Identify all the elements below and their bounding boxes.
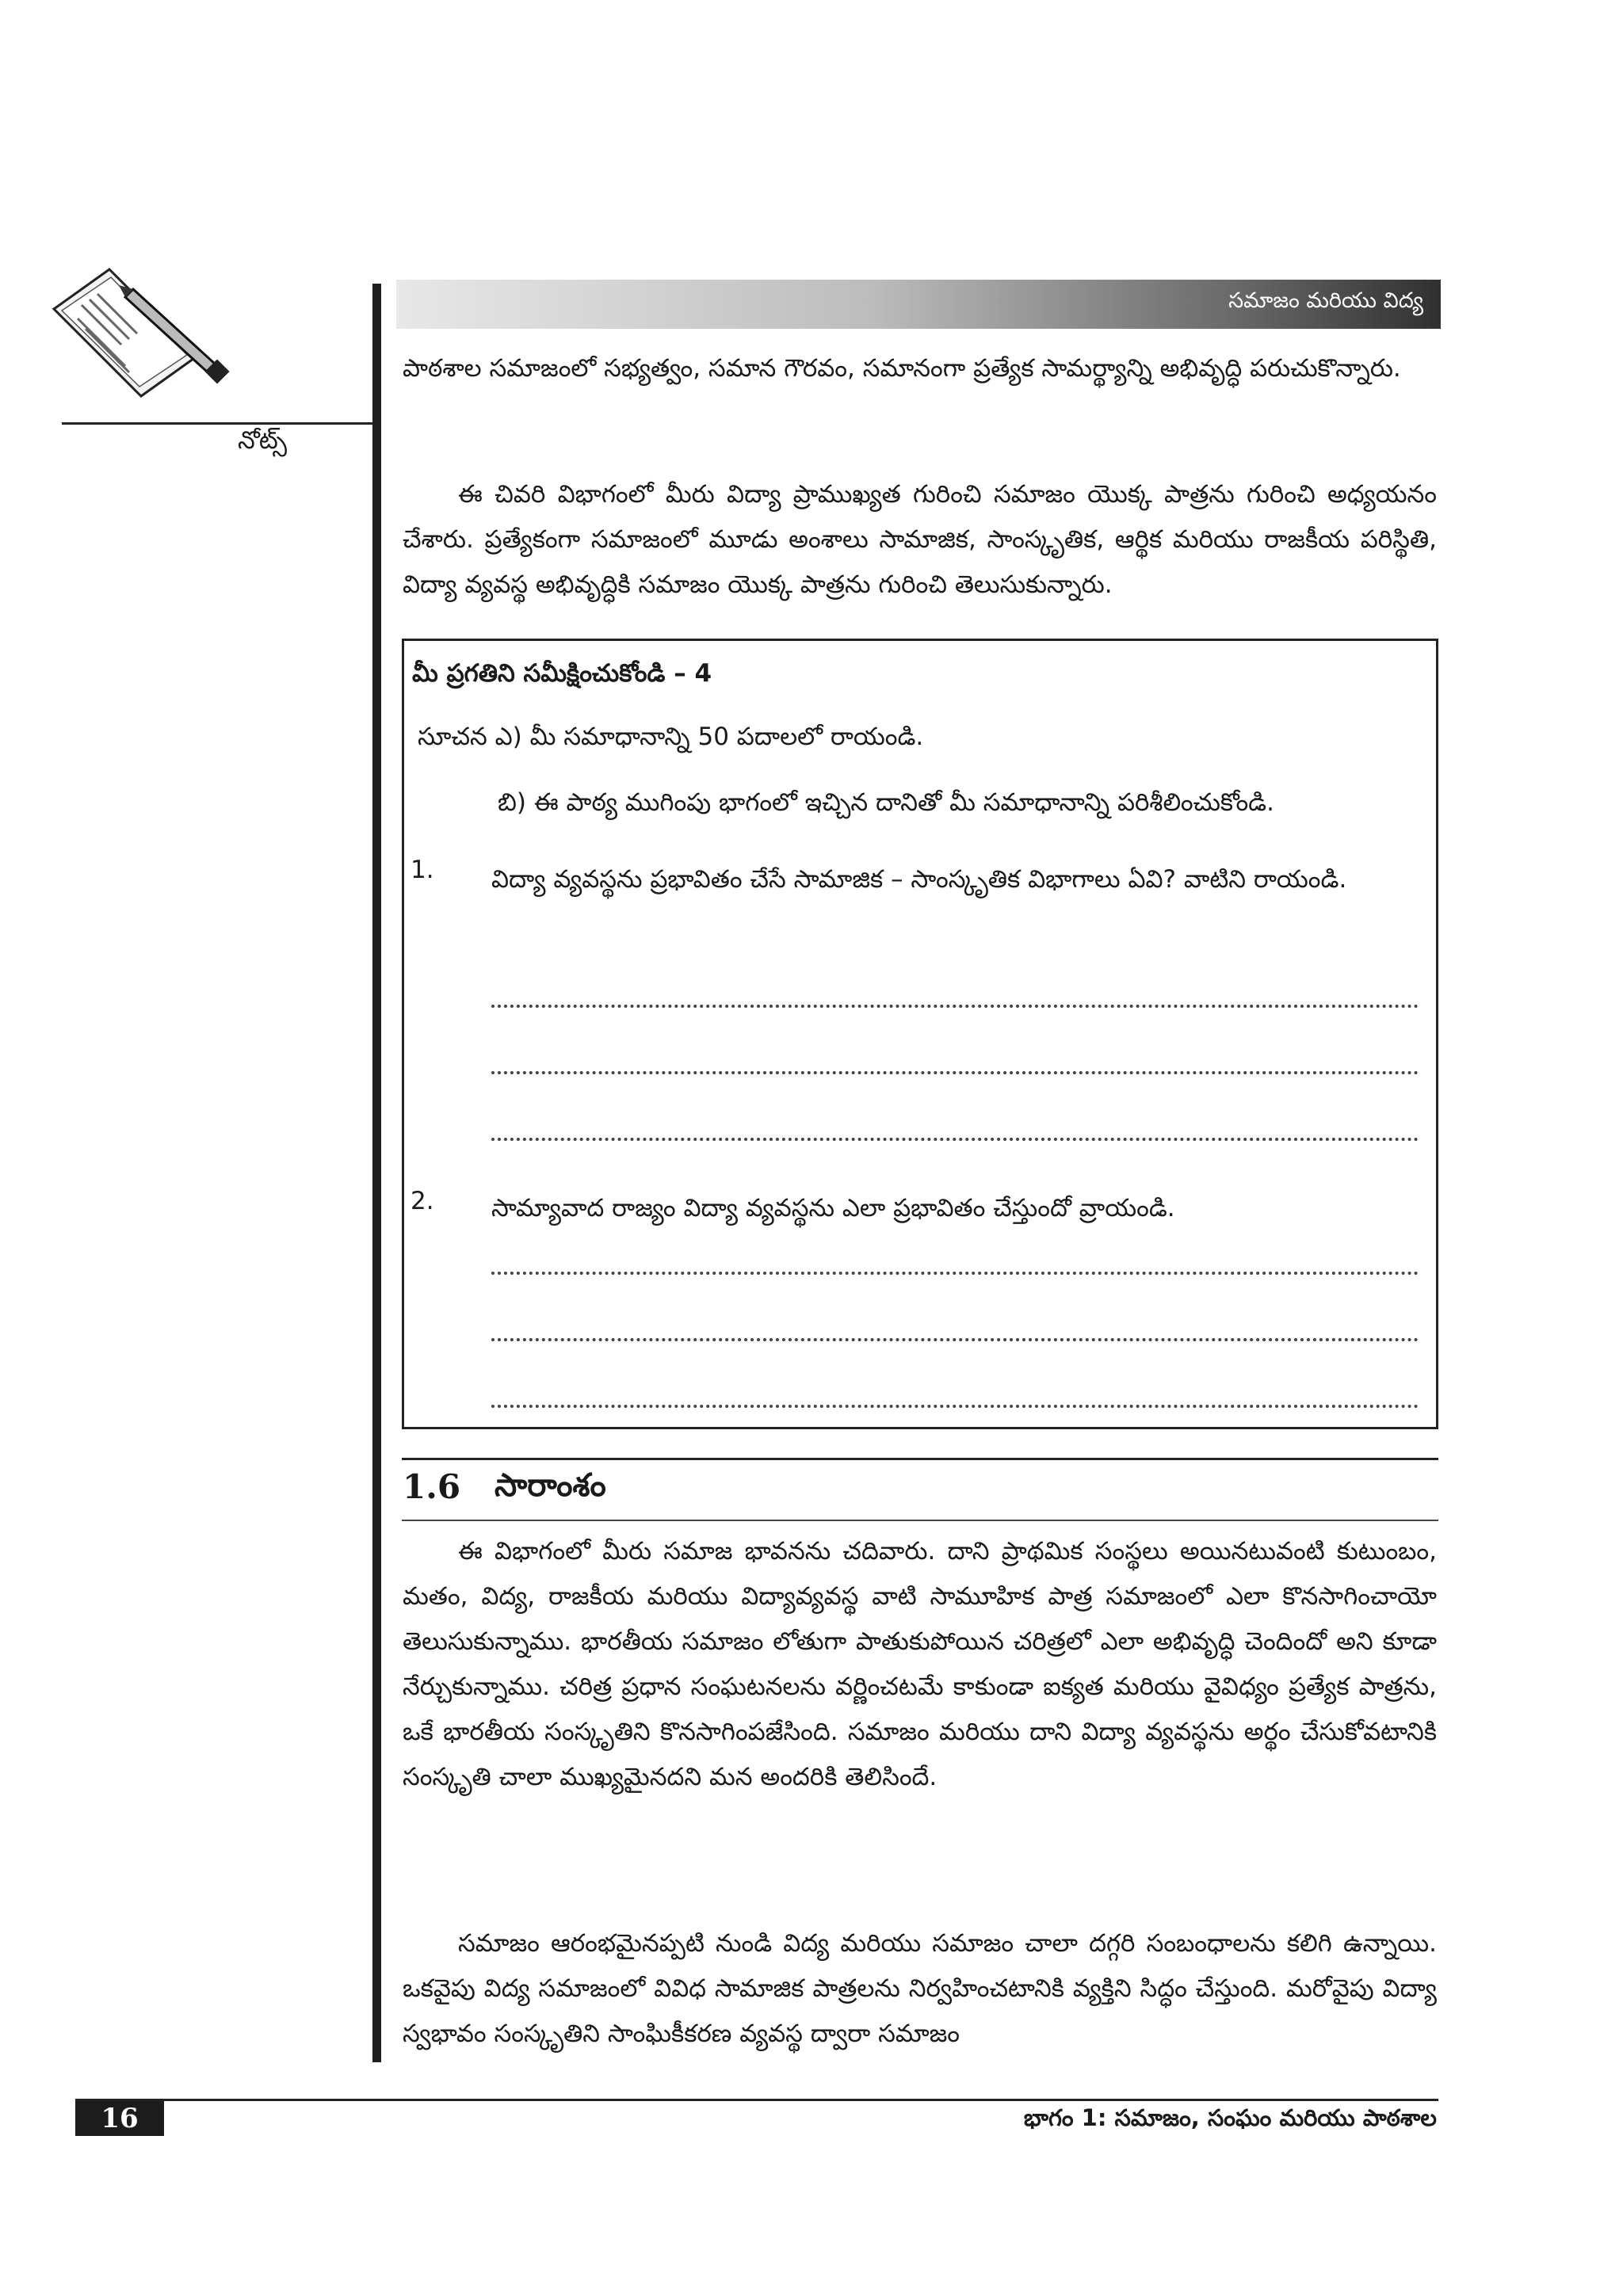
page-number: 16 xyxy=(75,2101,164,2136)
progress-box-title: మీ ప్రగతిని సమీక్షించుకోండి – 4 xyxy=(412,659,712,688)
footer-part-title: భాగం 1: సమాజం, సంఘం మరియు పాఠశాల xyxy=(1023,2104,1437,2131)
summary-paragraph-2: సమాజం ఆరంభమైనప్పటి నుండి విద్య మరియు సమాజం చాలా దగ్గరి సంబంధాలను కలిగి ఉన్నాయి. ఒకవైపు విద్య సమాజంలో వివిధ సామాజిక పాత్రలను నిర్వహించటానికి వ్యక్తిని సిద్ధం చేస్తుంది. మరోవైపు విద్యా స్వభావం సంస్కృతిని సాంఘికీకరణ వ్యవస్థ ద్వారా సమాజం xyxy=(403,1929,1437,2048)
hint-a: సూచన ఎ) మీ సమాధానాన్ని 50 పదాలలో రాయండి. xyxy=(418,723,924,751)
section-number: 1.6 xyxy=(403,1467,461,1506)
answer-line[interactable] xyxy=(491,1138,1419,1141)
notes-pencil-icon xyxy=(46,261,236,404)
header-title: సమాజం మరియు విద్య xyxy=(1228,288,1423,313)
progress-check-box xyxy=(402,639,1438,1429)
section-title: సారాంశం xyxy=(495,1467,606,1504)
question-2-number: 2. xyxy=(411,1187,434,1215)
intro-paragraph-2: ఈ చివరి విభాగంలో మీరు విద్యా ప్రాముఖ్యత గురించి సమాజం యొక్క పాత్రను గురించి అధ్యయనం చేశారు. ప్రత్యేకంగా సమాజంలో మూడు అంశాలు సామాజిక, సాంస్కృతిక, ఆర్థిక మరియు రాజకీయ పరిస్థితి, విద్యా వ్యవస్థ అభివృద్ధికి సమాజం యొక్క పాత్రను గురించి తెలుసుకున్నారు. xyxy=(403,480,1437,599)
section-rule-top xyxy=(402,1458,1438,1460)
answer-line[interactable] xyxy=(491,1338,1419,1341)
footer-rule xyxy=(75,2099,1438,2101)
answer-line[interactable] xyxy=(491,1272,1419,1275)
question-1-number: 1. xyxy=(411,856,434,884)
answer-line[interactable] xyxy=(491,1405,1419,1408)
margin-bar xyxy=(372,284,381,2062)
summary-paragraph-1: ఈ విభాగంలో మీరు సమాజ భావనను చదివారు. దాని ప్రాథమిక సంస్థలు అయినటువంటి కుటుంబం, మతం, విద్య, రాజకీయ మరియు విద్యావ్యవస్థ వాటి సామూహిక పాత్ర సమాజంలో ఎలా కొనసాగించాయో తెలుసుకున్నాము. భారతీయ సమాజం లోతుగా పాతుకుపోయిన చరిత్రలో ఎలా అభివృద్ధి చెందిందో అని కూడా నేర్చుకున్నాము. చరిత్ర ప్రధాన సంఘటనలను వర్ణించటమే కాకుండా ఐక్యత మరియు వైవిధ్యం ప్రత్యేక పాత్రను, ఒకే భారతీయ సంస్కృతిని కొనసాగింపజేసింది. సమాజం మరియు దాని విద్యా వ్యవస్థను అర్థం చేసుకోవటానికి సంస్కృతి చాలా ముఖ్యమైనదని మన అందరికి తెలిసిందే. xyxy=(403,1537,1437,1791)
intro-paragraph-1: పాఠశాల సమాజంలో సభ్యత్వం, సమాన గౌరవం, సమానంగా ప్రత్యేక సామర్థ్యాన్ని అభివృద్ధి పరుచుకొన్నారు. xyxy=(403,354,1401,383)
running-header xyxy=(396,280,1441,329)
notes-label: నోట్స్ xyxy=(238,426,288,455)
question-1-text: విద్యా వ్యవస్థను ప్రభావితం చేసే సామాజిక – సాంస్కృతిక విభాగాలు ఏవి? వాటిని రాయండి. xyxy=(491,865,1347,894)
notes-divider xyxy=(62,422,376,425)
question-2-text: సామ్యావాద రాజ్యం విద్యా వ్యవస్థను ఎలా ప్రభావితం చేస్తుందో వ్రాయండి. xyxy=(491,1194,1175,1222)
hint-b: బి) ఈ పాఠ్య ముగింపు భాగంలో ఇచ్చిన దానితో మీ సమాధానాన్ని పరిశీలించుకోండి. xyxy=(498,788,1274,817)
section-rule-bottom xyxy=(402,1520,1438,1521)
answer-line[interactable] xyxy=(491,1071,1419,1074)
answer-line[interactable] xyxy=(491,1005,1419,1008)
